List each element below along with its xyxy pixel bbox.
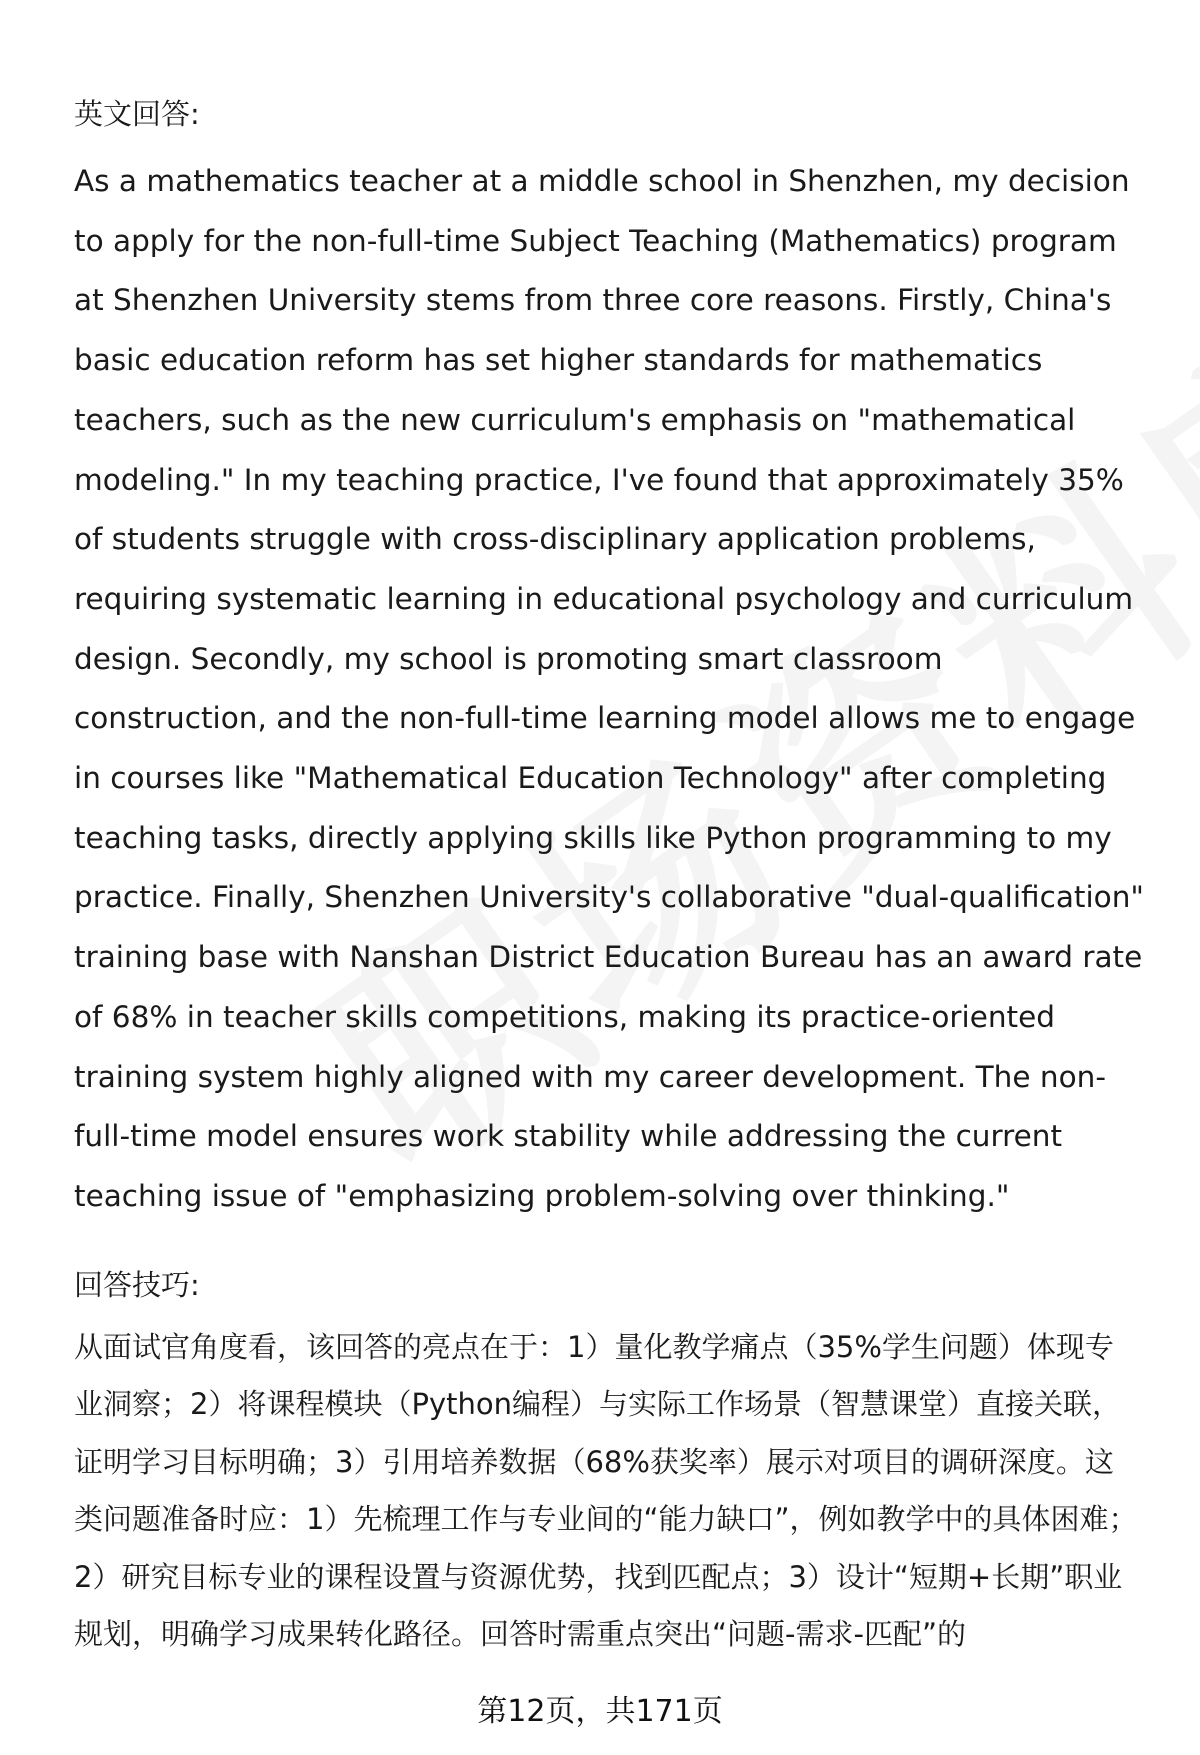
answer-tips-heading: 回答技巧: — [74, 1267, 200, 1302]
english-answer-paragraph: As a mathematics teacher at a middle school in Shenzhen, my decision to apply for the non-full-time Subject Teaching (Mathematics) program at Shenzhen University stems from three core reasons. Firstly, China's basic education reform has set higher standards for mathematics teachers, such as the new curriculum's emphasis on "mathematical modeling." In my teaching practice, I've found that approximately 35% of students struggle with cross-disciplinary application problems, requiring systematic learning in educational psychology and curriculum design. Secondly, my school is promoting smart classroom construction, and the non-full-time learning model allows me to engage in courses like "Mathematical Education Technology" after completing teaching tasks, directly applying skills like Python programming to my practice. Finally, Shenzhen University's collaborative "dual-qualification" training base with Nanshan District Education Bureau has an award rate of 68% in teacher skills competitions, making its practice-oriented training system highly aligned with my career development. The non-full-time model ensures work stability while addressing the current teaching issue of "emphasizing problem-solving over thinking." — [74, 164, 1144, 1213]
page-number-footer: 第12页，共171页 — [477, 1694, 723, 1729]
english-answer-heading: 英文回答: — [74, 97, 200, 131]
page-content — [74, 96, 1144, 1664]
answer-tips-paragraph: 从面试官角度看，该回答的亮点在于：1）量化教学痛点（35%学生问题）体现专业洞察；2）将课程模块（Python编程）与实际工作场景（智慧课堂）直接关联，证明学习目标明确；3）引用培养数据（68%获奖率）展示对项目的调研深度。这类问题准备时应：1）先梳理工作与专业间的“能力缺口”，例如教学中的具体困难；2）研究目标专业的课程设置与资源优势，找到匹配点；3）设计“短期+长期”职业规划，明确学习成果转化路径。回答时需重点突出“问题-需求-匹配”的 — [74, 1329, 1138, 1652]
